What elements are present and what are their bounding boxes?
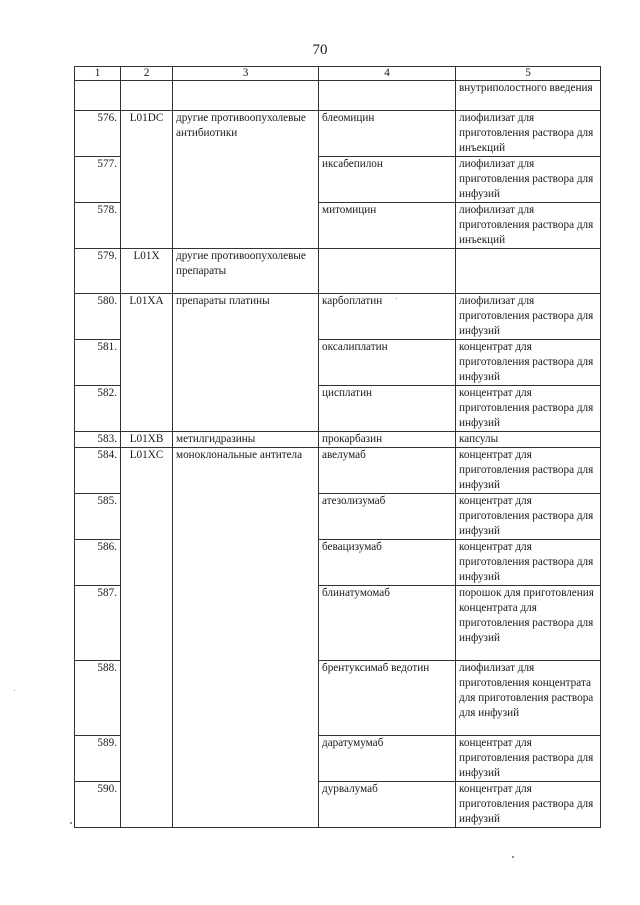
drug-name: авелумаб bbox=[319, 448, 456, 494]
atc-code: L01XC bbox=[121, 448, 173, 828]
table-header-row bbox=[75, 67, 601, 81]
drug-name: иксабепилон bbox=[319, 157, 456, 203]
dosage-form: концентрат для приготовления раствора для инфузий bbox=[456, 386, 601, 432]
dosage-form: концентрат для приготовления раствора для инфузий bbox=[456, 540, 601, 586]
drug-name: бевацизумаб bbox=[319, 540, 456, 586]
dosage-form bbox=[456, 249, 601, 294]
dosage-form: концентрат для приготовления раствора для инфузий bbox=[456, 340, 601, 386]
drug-name: даратумумаб bbox=[319, 736, 456, 782]
dosage-form: концентрат для приготовления раствора для инфузий bbox=[456, 448, 601, 494]
column-header: 3 bbox=[173, 67, 319, 81]
atc-code bbox=[121, 81, 173, 111]
dosage-form: лиофилизат для приготовления раствора для инфузий bbox=[456, 294, 601, 340]
pharm-group: моноклональные антитела bbox=[173, 448, 319, 828]
drug-name: брентуксимаб ведотин bbox=[319, 661, 456, 736]
row-number: 588. bbox=[75, 661, 121, 736]
page-number: 70 bbox=[312, 42, 328, 58]
row-number: 586. bbox=[75, 540, 121, 586]
dosage-form: концентрат для приготовления раствора для инфузий bbox=[456, 736, 601, 782]
drug-name: митомицин bbox=[319, 203, 456, 249]
pharm-group: препараты платины bbox=[173, 294, 319, 432]
dosage-form: лиофилизат для приготовления раствора для инъекций bbox=[456, 203, 601, 249]
scan-speck bbox=[70, 822, 72, 824]
row-number: 585. bbox=[75, 494, 121, 540]
atc-code: L01XB bbox=[121, 432, 173, 448]
scan-speck bbox=[14, 690, 15, 691]
row-number: 584. bbox=[75, 448, 121, 494]
dosage-form: концентрат для приготовления раствора для инфузий bbox=[456, 494, 601, 540]
drug-name: оксалиплатин bbox=[319, 340, 456, 386]
row-number: 581. bbox=[75, 340, 121, 386]
drug-name: блеомицин bbox=[319, 111, 456, 157]
row-number: 589. bbox=[75, 736, 121, 782]
pharm-group: другие противоопухолевые антибиотики bbox=[173, 111, 319, 249]
table-row bbox=[75, 448, 601, 494]
scan-speck bbox=[396, 298, 397, 299]
pharm-group: метилгидразины bbox=[173, 432, 319, 448]
drug-name: атезолизумаб bbox=[319, 494, 456, 540]
column-header: 2 bbox=[121, 67, 173, 81]
column-header: 1 bbox=[75, 67, 121, 81]
table-row bbox=[75, 249, 601, 294]
drug-name bbox=[319, 81, 456, 111]
drug-name bbox=[319, 249, 456, 294]
dosage-form: лиофилизат для приготовления раствора для инфузий bbox=[456, 157, 601, 203]
dosage-form: концентрат для приготовления раствора для инфузий bbox=[456, 782, 601, 828]
atc-code: L01DC bbox=[121, 111, 173, 249]
row-number: 576. bbox=[75, 111, 121, 157]
drug-table bbox=[74, 66, 601, 828]
row-number: 590. bbox=[75, 782, 121, 828]
column-header: 5 bbox=[456, 67, 601, 81]
row-number: 587. bbox=[75, 586, 121, 661]
row-number: 579. bbox=[75, 249, 121, 294]
dosage-form: капсулы bbox=[456, 432, 601, 448]
dosage-form: лиофилизат для приготовления раствора для инъекций bbox=[456, 111, 601, 157]
row-number: 577. bbox=[75, 157, 121, 203]
row-number: 582. bbox=[75, 386, 121, 432]
atc-code: L01XA bbox=[121, 294, 173, 432]
dosage-form: лиофилизат для приготовления концентрата для приготовления раствора для инфузий bbox=[456, 661, 601, 736]
table-row bbox=[75, 111, 601, 157]
row-number bbox=[75, 81, 121, 111]
table-row bbox=[75, 432, 601, 448]
column-header: 4 bbox=[319, 67, 456, 81]
dosage-form: порошок для приготовления концентрата для приготовления раствора для инфузий bbox=[456, 586, 601, 661]
drug-name: цисплатин bbox=[319, 386, 456, 432]
pharm-group bbox=[173, 81, 319, 111]
row-number: 583. bbox=[75, 432, 121, 448]
dosage-form: внутриполостного введения bbox=[456, 81, 601, 111]
row-number: 578. bbox=[75, 203, 121, 249]
row-number: 580. bbox=[75, 294, 121, 340]
atc-code: L01X bbox=[121, 249, 173, 294]
pharm-group: другие противоопухолевые препараты bbox=[173, 249, 319, 294]
drug-name: блинатумомаб bbox=[319, 586, 456, 661]
table-row bbox=[75, 81, 601, 111]
drug-name: карбоплатин bbox=[319, 294, 456, 340]
table-row bbox=[75, 294, 601, 340]
drug-name: прокарбазин bbox=[319, 432, 456, 448]
scan-speck bbox=[512, 856, 514, 858]
drug-name: дурвалумаб bbox=[319, 782, 456, 828]
